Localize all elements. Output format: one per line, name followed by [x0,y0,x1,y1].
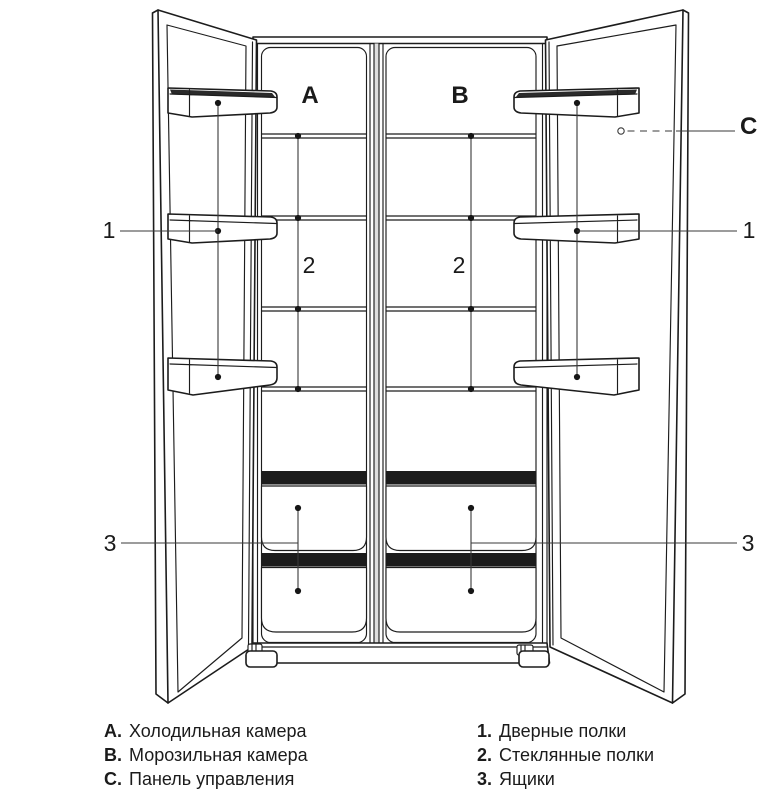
cabinet [251,37,550,663]
left-door [153,10,278,703]
hinge-bracket [246,651,277,667]
bin-body [168,358,277,395]
left-door-bin-middle [168,214,277,243]
drawer-rail [262,471,367,485]
leader-dot [295,386,301,392]
legend-item-1 [477,719,654,743]
legend-key: B. [104,745,122,765]
leader-dot [468,215,474,221]
label-glass-shelves-right: 2 [452,252,466,278]
glass-shelf [386,134,536,138]
legend-key: 2. [477,745,493,765]
right-door [514,10,689,703]
legend-item-3 [477,767,654,791]
legend-key: 3. [477,769,493,789]
left-door-bin-bottom [168,358,277,395]
legend-key: C. [104,769,122,789]
glass-shelf [262,387,367,391]
label-compartment-b: B [451,82,469,109]
legend-text: Ящики [499,769,555,789]
leader-dot [215,100,221,106]
glass-shelf [386,307,536,311]
leader-dot [215,374,221,380]
leader-dot [295,505,301,511]
leader-dot [468,588,474,594]
drawer-rail [386,553,536,567]
leader-dot [295,306,301,312]
leader-dot [295,215,301,221]
glass-shelf [386,387,536,391]
bin-body [168,214,277,243]
legend-key: 1. [477,721,493,741]
leader-dot [468,386,474,392]
legend-text: Дверные полки [499,721,627,741]
legend-item-c [104,767,308,791]
legend-text: Панель управления [129,769,295,789]
legend-item-a [104,719,308,743]
drawer-front [262,568,367,633]
base-plinth [251,643,550,663]
label-door-shelves-right: 1 [742,217,756,243]
drawer-front [386,568,536,633]
glass-shelf [386,216,536,220]
label-drawers-left: 3 [103,530,117,556]
label-door-shelves-left: 1 [102,217,116,243]
legend-column-numbers [477,719,654,791]
leader-dot [468,505,474,511]
cabinet-top-edge [253,37,547,44]
legend-text: Морозильная камера [129,745,308,765]
legend-text: Стеклянные полки [499,745,655,765]
drawers-left [262,471,367,632]
legend-item-b [104,743,308,767]
glass-shelf [262,307,367,311]
drawers-right [386,471,536,632]
left-door-bin-top [168,88,277,117]
drawer-front [262,486,367,551]
leader-dot [574,100,580,106]
hinge-bracket [519,651,549,667]
glass-shelf [262,216,367,220]
center-divider-shading [374,44,379,643]
leader-dot [468,306,474,312]
glass-shelf [262,134,367,138]
leader-dot [574,374,580,380]
drawer-rail [262,553,367,567]
legend-column-letters [104,719,308,791]
label-drawers-right: 3 [741,530,755,556]
legend-key: A. [104,721,122,741]
label-compartment-a: A [301,82,319,109]
drawer-rail [386,471,536,485]
label-glass-shelves-left: 2 [302,252,316,278]
drawer-front [386,486,536,551]
label-control-panel: C [740,113,758,140]
leader-dot [468,133,474,139]
leader-dot [295,588,301,594]
legend-item-2 [477,743,654,767]
leader-dot [295,133,301,139]
legend-text: Холодильная камера [129,721,307,741]
